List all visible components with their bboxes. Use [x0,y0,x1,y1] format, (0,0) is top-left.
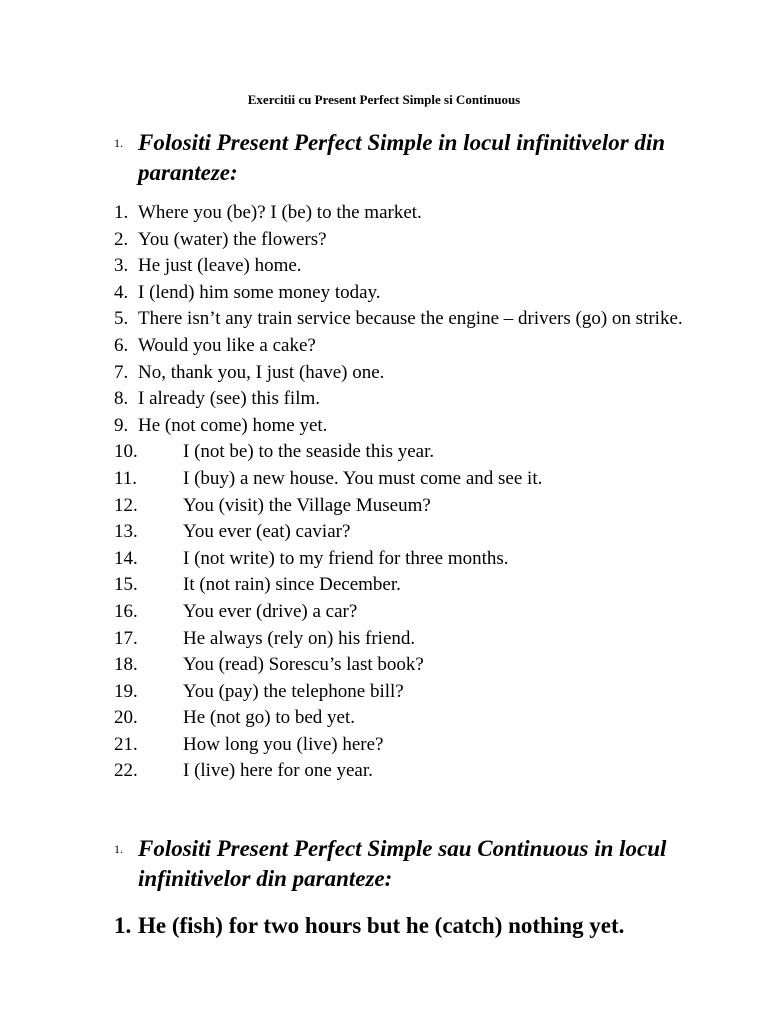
section-heading-text: Folositi Present Perfect Simple sau Continuous in locul infinitivelor din paranteze: [138,836,667,891]
exercise-number: 4. [114,281,129,303]
exercise-text: You (read) Sorescu’s last book? [183,654,424,676]
exercise-text: Where you (be)? I (be) to the market. [138,202,422,223]
exercise-number: 7. [114,361,129,383]
exercise-list [114,200,694,785]
exercise-item [114,227,694,254]
exercise-number: 10. [114,441,138,463]
exercise-number: 8. [114,388,129,410]
exercise-text: He just (leave) home. [138,255,302,277]
exercise-text: I already (see) this film. [138,388,321,410]
exercise-number: 1. [114,202,129,223]
exercise-text: You ever (eat) caviar? [183,521,351,543]
exercise-number: 20. [114,707,138,729]
exercise-text: I (live) here for one year. [183,760,373,782]
exercise-number: 17. [114,627,138,649]
exercise-number: 13. [114,521,138,543]
exercise-number: 14. [114,547,138,569]
exercise-item [114,200,694,227]
section-number: 1. [114,842,123,856]
section-1-heading [114,128,714,188]
exercise-number: 5. [114,308,129,330]
exercise-number: 21. [114,733,138,755]
exercise-text: I (lend) him some money today. [138,281,381,303]
exercise-number: 19. [114,680,138,702]
exercise-number: 3. [114,255,129,277]
exercise-item [114,280,694,307]
exercise-item [114,546,694,573]
exercise-text: I (not write) to my friend for three months. [183,547,509,569]
exercise-text: Would you like a cake? [138,334,316,356]
section-2-heading [114,834,714,894]
exercise-number: 11. [114,467,138,489]
exercise-number: 16. [114,600,138,622]
exercise-item [114,333,694,360]
page-title: Exercitii cu Present Perfect Simple si Continuous [247,92,521,107]
exercise-text: No, thank you, I just (have) one. [138,361,385,383]
exercise-item [114,253,694,280]
exercise-item [114,466,694,493]
exercise-item [114,679,694,706]
exercise-number: 15. [114,574,138,596]
exercise-text: There isn’t any train service because the engine – drivers (go) on strike. [138,308,683,330]
exercise-number: 22. [114,760,138,782]
exercise-text: He always (rely on) his friend. [183,627,416,649]
exercise-text: How long you (live) here? [183,733,384,755]
exercise-text: You (water) the flowers? [138,228,327,250]
exercise-item [114,493,694,520]
exercise-number: 9. [114,414,129,436]
exercise-text: I (buy) a new house. You must come and see it. [183,467,543,489]
exercise-number: 2. [114,228,129,250]
exercise-text: He (not go) to bed yet. [183,707,356,729]
exercise-item [114,599,694,626]
exercise-item [114,413,694,440]
exercise-item [114,705,694,732]
exercise-item [114,386,694,413]
section-2-exercise [114,910,674,941]
section-heading-text: Folositi Present Perfect Simple in locul infinitivelor din paranteze: [138,130,666,185]
exercise-number: 12. [114,494,138,516]
exercise-text: He (fish) for two hours but he (catch) nothing yet. [138,913,625,938]
exercise-text: You ever (drive) a car? [183,600,358,622]
exercise-number: 6. [114,334,129,356]
exercise-item [114,626,694,653]
exercise-number: 18. [114,654,138,676]
exercise-item [114,758,694,785]
exercise-item [114,652,694,679]
exercise-item [114,732,694,759]
exercise-text: He (not come) home yet. [138,414,328,436]
exercise-text: You (pay) the telephone bill? [183,680,404,702]
exercise-number: 1. [114,913,132,938]
exercise-text: It (not rain) since December. [183,574,401,596]
exercise-item [114,519,694,546]
exercise-item [114,572,694,599]
exercise-text: I (not be) to the seaside this year. [183,441,435,463]
exercise-text: You (visit) the Village Museum? [183,494,431,516]
section-number: 1. [114,136,123,150]
exercise-item [114,439,694,466]
exercise-item [114,360,694,387]
exercise-item [114,306,694,333]
